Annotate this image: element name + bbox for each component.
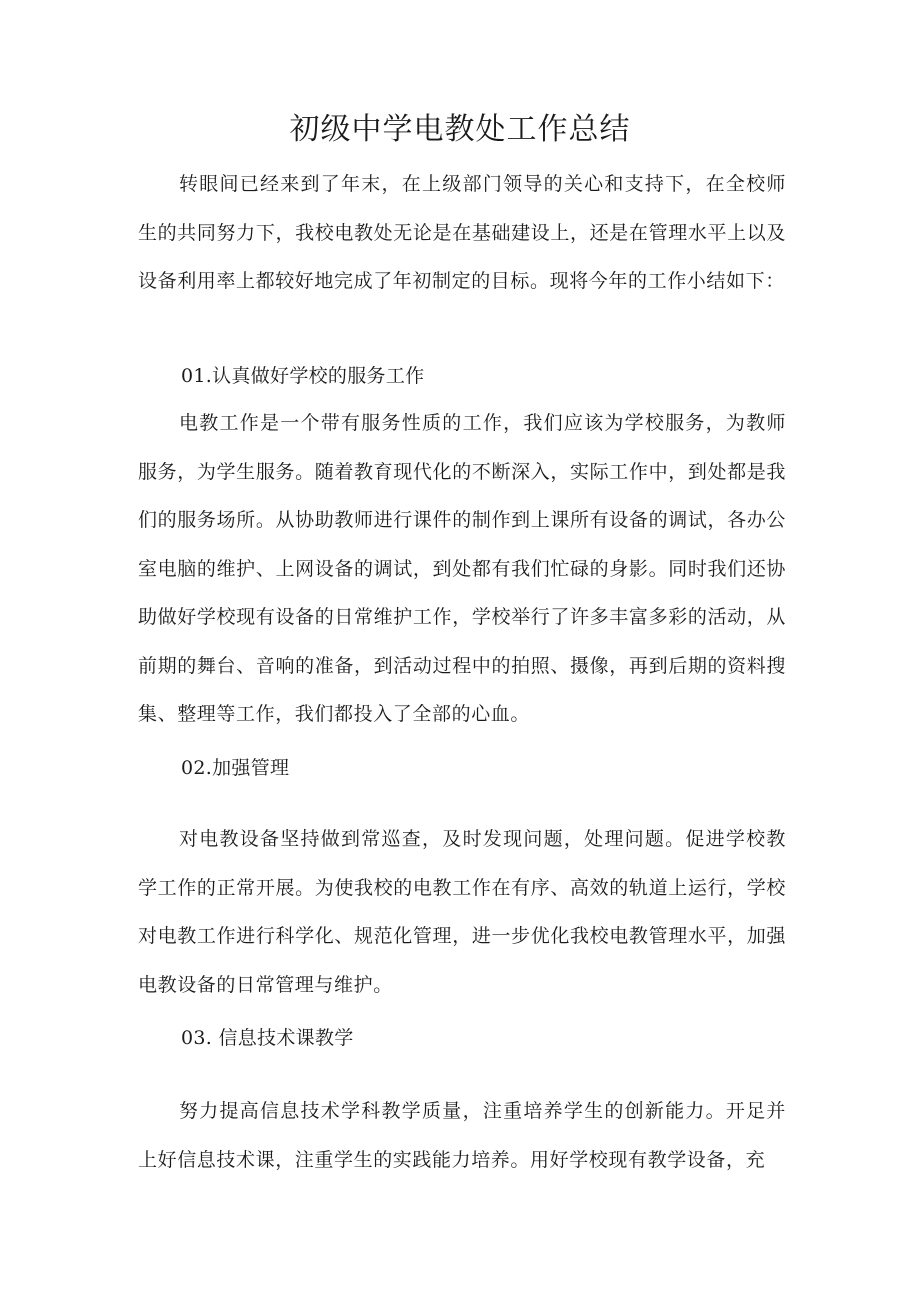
document-title: 初级中学电教处工作总结 (289, 112, 631, 147)
section-body-2: 对电教设备坚持做到常巡查，及时发现问题，处理问题。促进学校教学工作的正常开展。为使我校的电教工作在有序、高效的轨道上运行，学校对电教工作进行科学化、规范化管理，进一步优化我校电教管理水平，加强电教设备的日常管理与维护。 (138, 828, 786, 996)
section-body-3: 努力提高信息技术学科教学质量，注重培养学生的创新能力。开足并上好信息技术课，注重学生的实践能力培养。用好学校现有教学设备，充 (138, 1100, 786, 1171)
section-body-1: 电教工作是一个带有服务性质的工作，我们应该为学校服务，为教师服务，为学生服务。随着教育现代化的不断深入，实际工作中，到处都是我们的服务场所。从协助教师进行课件的制作到上课所有设备的调试，各办公室电脑的维护、上网设备的调试，到处都有我们忙碌的身影。同时我们还协助做好学校现有设备的日常维护工作，学校举行了许多丰富多彩的活动，从前期的舞台、音响的准备，到活动过程中的拍照、摄像，再到后期的资料搜集、整理等工作，我们都投入了全部的心血。 (138, 412, 786, 725)
intro-paragraph: 转眼间已经来到了年末，在上级部门领导的关心和支持下，在全校师生的共同努力下，我校电教处无论是在基础建设上，还是在管理水平上以及设备利用率上都较好地完成了年初制定的目标。现将今年的工作小结如下： (138, 173, 786, 292)
section-heading-1: 01.认真做好学校的服务工作 (181, 365, 425, 387)
section-heading-3: 03. 信息技术课教学 (181, 1027, 354, 1049)
section-heading-2: 02.加强管理 (181, 757, 290, 779)
